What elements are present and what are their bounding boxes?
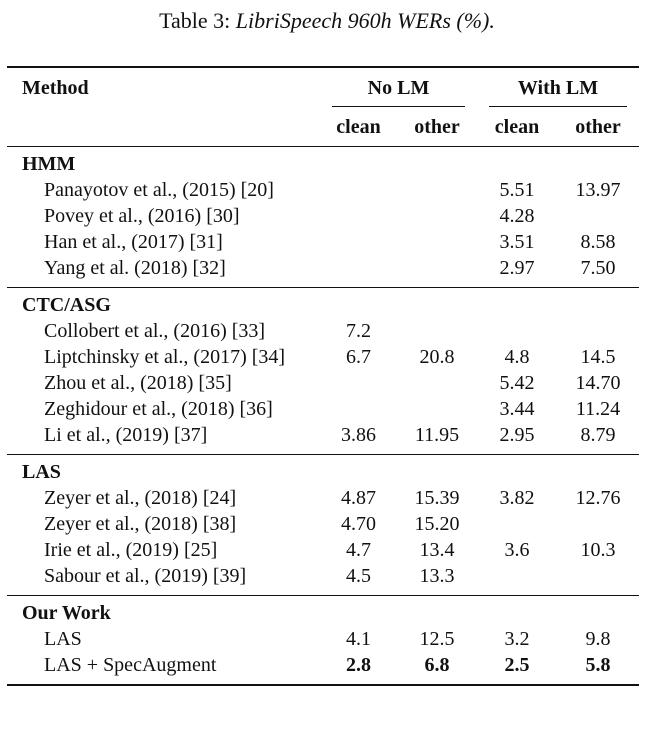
method-cell: Yang et al. (2018) [32] <box>44 257 226 279</box>
with-lm-other-cell: 11.24 <box>575 398 621 420</box>
section-header-row <box>7 288 639 319</box>
method-cell: Povey et al., (2016) [30] <box>44 205 240 227</box>
no-lm-other-cell <box>397 396 477 422</box>
table-row <box>7 255 639 281</box>
with-lm-other-cell: 9.8 <box>585 628 611 650</box>
section-header-row <box>7 596 639 627</box>
no-lm-clean-cell: 4.5 <box>346 565 371 587</box>
table-row <box>7 485 639 511</box>
table-row <box>7 203 639 229</box>
table-row <box>7 537 639 563</box>
table-row <box>7 370 639 396</box>
method-cell: LAS <box>44 628 82 650</box>
no-lm-clean-cell: 4.1 <box>346 628 371 650</box>
with-lm-other-cell: 8.58 <box>580 231 616 253</box>
no-lm-clean-cell <box>320 177 397 203</box>
with-lm-clean-header: clean <box>494 116 540 138</box>
no-lm-other-cell <box>397 177 477 203</box>
no-lm-other-cell: 20.8 <box>419 346 455 368</box>
method-cell: Han et al., (2017) [31] <box>44 231 223 253</box>
method-cell: Zeghidour et al., (2018) [36] <box>44 398 273 420</box>
no-lm-clean-cell <box>320 370 397 396</box>
no-lm-clean-cell: 7.2 <box>346 320 371 342</box>
no-lm-other-cell <box>397 255 477 281</box>
with-lm-clean-cell: 3.2 <box>504 628 530 650</box>
results-table <box>7 66 639 686</box>
with-lm-clean-cell: 2.95 <box>499 424 535 446</box>
section-header-row <box>7 147 639 178</box>
table-row <box>7 422 639 448</box>
with-lm-clean-cell: 3.44 <box>499 398 535 420</box>
section-title: LAS <box>7 455 639 486</box>
table-caption <box>0 6 654 36</box>
no-lm-group-header <box>320 68 477 108</box>
method-cell: Sabour et al., (2019) [39] <box>44 565 247 587</box>
no-lm-other-cell: 6.8 <box>424 654 450 676</box>
no-lm-other-cell: 13.3 <box>419 565 455 587</box>
method-cell: Liptchinsky et al., (2017) [34] <box>44 346 286 368</box>
no-lm-label: No LM <box>367 77 430 99</box>
method-cell: Zeyer et al., (2018) [38] <box>44 513 237 535</box>
method-cell: Li et al., (2019) [37] <box>44 424 208 446</box>
no-lm-other-cell: 13.4 <box>419 539 455 561</box>
with-lm-clean-cell: 4.8 <box>504 346 530 368</box>
section-title: Our Work <box>7 596 639 627</box>
with-lm-clean-cell <box>477 318 557 344</box>
no-lm-clean-cell: 3.86 <box>341 424 376 446</box>
with-lm-other-cell: 8.79 <box>580 424 616 446</box>
table-body <box>7 147 639 686</box>
header-row-subcolumns <box>7 108 639 147</box>
with-lm-other-cell: 10.3 <box>580 539 616 561</box>
bottom-rule <box>7 684 639 685</box>
method-cell: Panayotov et al., (2015) [20] <box>44 179 274 201</box>
section-title: CTC/ASG <box>7 288 639 319</box>
no-lm-other-cell <box>397 318 477 344</box>
with-lm-other-cell: 12.76 <box>575 487 621 509</box>
with-lm-clean-cell: 3.82 <box>499 487 535 509</box>
section-header-row <box>7 455 639 486</box>
table-row <box>7 318 639 344</box>
with-lm-clean-cell <box>477 563 557 589</box>
no-lm-clean-cell <box>320 396 397 422</box>
method-cell: Zeyer et al., (2018) [24] <box>44 487 237 509</box>
with-lm-label: With LM <box>517 77 599 99</box>
no-lm-clean-cell <box>320 203 397 229</box>
with-lm-other-cell: 14.70 <box>575 372 621 394</box>
no-lm-clean-header: clean <box>336 116 381 138</box>
no-lm-clean-cell: 4.87 <box>341 487 376 509</box>
no-lm-underline <box>332 106 465 107</box>
section-title: HMM <box>7 147 639 178</box>
header-row-groups <box>7 68 639 108</box>
with-lm-other-cell: 13.97 <box>575 179 621 201</box>
method-cell: Irie et al., (2019) [25] <box>44 539 218 561</box>
with-lm-other-cell: 7.50 <box>580 257 616 279</box>
table-row <box>7 626 639 652</box>
table-row <box>7 652 639 678</box>
no-lm-clean-cell: 6.7 <box>346 346 371 368</box>
with-lm-other-cell: 14.5 <box>580 346 616 368</box>
header-empty-cell <box>7 108 320 147</box>
no-lm-clean-cell <box>320 255 397 281</box>
method-cell: Collobert et al., (2016) [33] <box>44 320 266 342</box>
no-lm-other-header: other <box>414 116 460 138</box>
with-lm-clean-cell: 3.51 <box>499 231 535 253</box>
with-lm-clean-cell: 4.28 <box>499 205 535 227</box>
no-lm-other-cell <box>397 370 477 396</box>
with-lm-group-header <box>477 68 639 108</box>
with-lm-other-cell <box>557 318 639 344</box>
with-lm-other-cell: 5.8 <box>585 654 611 676</box>
no-lm-clean-cell: 2.8 <box>346 654 371 676</box>
with-lm-other-cell <box>557 203 639 229</box>
with-lm-other-cell <box>557 511 639 537</box>
caption-title: LibriSpeech 960h WERs (%). <box>235 8 495 33</box>
no-lm-other-cell <box>397 229 477 255</box>
table-row <box>7 229 639 255</box>
table-row <box>7 344 639 370</box>
method-cell: LAS + SpecAugment <box>44 654 217 676</box>
with-lm-clean-cell: 2.5 <box>504 654 530 676</box>
no-lm-other-cell: 12.5 <box>419 628 455 650</box>
no-lm-other-cell: 15.20 <box>414 513 460 535</box>
no-lm-clean-cell <box>320 229 397 255</box>
with-lm-underline <box>489 106 627 107</box>
method-cell: Zhou et al., (2018) [35] <box>44 372 232 394</box>
table-row <box>7 563 639 589</box>
with-lm-clean-cell: 5.51 <box>499 179 535 201</box>
no-lm-other-cell: 11.95 <box>414 424 460 446</box>
bottom-rule-cell <box>7 684 639 685</box>
with-lm-other-cell <box>557 563 639 589</box>
caption-label: Table 3: <box>159 8 231 33</box>
no-lm-other-cell <box>397 203 477 229</box>
no-lm-other-cell: 15.39 <box>414 487 460 509</box>
method-column-header: Method <box>22 77 89 99</box>
no-lm-clean-cell: 4.7 <box>346 539 371 561</box>
with-lm-other-header: other <box>575 116 621 138</box>
with-lm-clean-cell <box>477 511 557 537</box>
table-row <box>7 177 639 203</box>
with-lm-clean-cell: 2.97 <box>499 257 535 279</box>
no-lm-clean-cell: 4.70 <box>341 513 376 535</box>
table-row <box>7 511 639 537</box>
with-lm-clean-cell: 3.6 <box>504 539 530 561</box>
table-row <box>7 396 639 422</box>
with-lm-clean-cell: 5.42 <box>499 372 535 394</box>
